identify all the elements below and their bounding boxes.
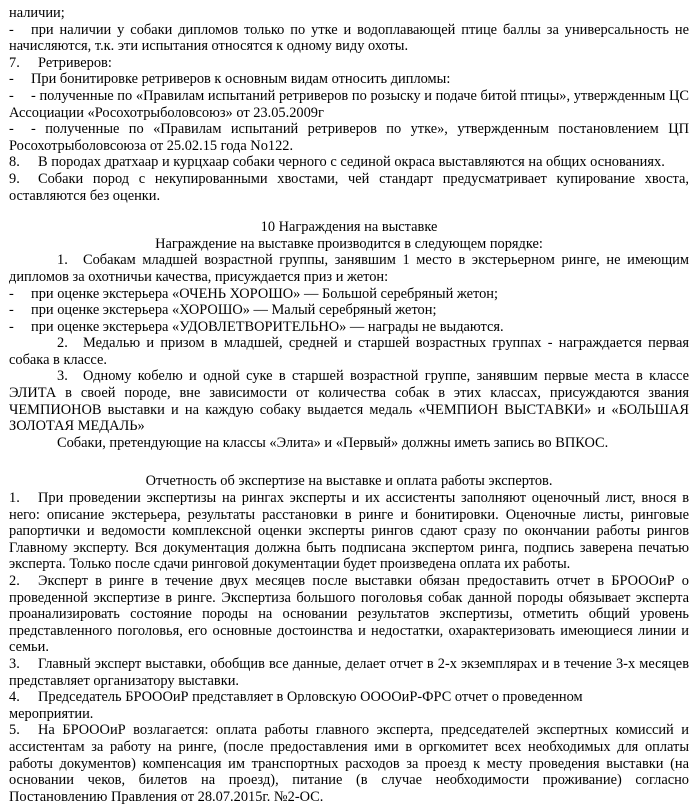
paragraph-continuation xyxy=(9,5,689,22)
list-item-dash xyxy=(9,121,689,154)
numbered-item xyxy=(9,55,689,72)
dash-marker: - xyxy=(9,71,14,88)
numbered-item xyxy=(9,722,689,805)
paragraph-text: Эксперт в ринге в течение двух месяцев после выставки обязан предоставить отчет в БРОООиР о проведенной экспертизе в ринге. Экспертиза большого поголовья собак данной породы обязывает эксперта проанализировать состояние породы на основании результатов экспертизы, отметить общий уровень представленного поголовья, его основные достоинства и недостатки, охарактеризовать имеющиеся линии и семьи. xyxy=(9,573,689,656)
paragraph-text: Медалью и призом в младшей, средней и старшей возрастных группах - награждается первая собака в классе. xyxy=(9,335,689,368)
numbered-item xyxy=(9,573,689,656)
item-number: 7. xyxy=(9,54,20,71)
heading-text: Отчетность об экспертизе на выставке и оплата работы экспертов. xyxy=(145,473,553,490)
dash-marker: - xyxy=(9,302,14,319)
item-number: 3. xyxy=(57,368,68,385)
item-number: 8. xyxy=(9,154,20,171)
item-number: 2. xyxy=(57,335,68,352)
dash-marker: - xyxy=(9,121,14,138)
dash-marker: - xyxy=(9,285,14,302)
section-subheading xyxy=(9,236,689,253)
dash-marker: - xyxy=(9,87,14,104)
paragraph-text: при оценке экстерьера «ХОРОШО» — Малый серебряный жетон; xyxy=(31,302,437,319)
item-number: 2. xyxy=(9,573,20,589)
list-item-dash xyxy=(9,88,689,121)
paragraph-text: Ретриверов: xyxy=(38,54,112,71)
paragraph-text: Председатель БРОООиР представляет в Орловскую ООООиР-ФРС отчет о проведенном мероприятии. xyxy=(9,689,583,722)
numbered-item xyxy=(9,335,689,368)
section-heading xyxy=(9,473,689,490)
paragraph-text: - полученные по «Правилам испытаний ретриверов по розыску и подаче битой птицы», утвержденным ЦС Ассоциации «Росохотрыболовсоюз» от 23.05.2009г xyxy=(9,87,689,121)
item-number: 9. xyxy=(9,170,20,187)
section-heading xyxy=(9,219,689,236)
numbered-item xyxy=(9,490,689,573)
paragraph-text: Главный эксперт выставки, обобщив все данные, делает отчет в 2-х экземплярах и в течение 3-х месяцев представляет организатору выставки. xyxy=(9,655,689,689)
numbered-item xyxy=(9,656,689,689)
item-number: 1. xyxy=(9,490,20,507)
numbered-item xyxy=(9,689,689,722)
dash-marker: - xyxy=(9,21,14,38)
paragraph-text: Собаки пород с некупированными хвостами, чей стандарт предусматривает купирование хвоста, оставляются без оценки. xyxy=(9,170,689,204)
numbered-item xyxy=(9,171,689,204)
paragraph-text: На БРОООиР возлагается: оплата работы главного эксперта, председателей экспертных комиссий и ассистентам за работу на ринге, (после предоставления ими в оргкомитет всех необходимых для оплаты работы документов) компенсация им транспортных расходов за проезд к месту проведения выставки (на основании чеков, билетов на проезд), питание (в случае необходимости проживание) согласно Постановлению Правления от 28.07.2015г. №2-ОС. xyxy=(9,722,689,805)
paragraph-text: При проведении экспертизы на рингах эксперты и их ассистенты заполняют оценочный лист, внося в него: описание экстерьера, результаты расстановки в ринге и бонитировки. Оценочные листы, ринговые рапортички и ведомости комплексной оценки эксперты рингов сдают сразу по окончании работы рингов Главному эксперту. Вся документация должна быть подписана экспертом ринга, подпись заверена печатью эксперта. Только после сдачи ринговой документации будет произведена оплата их работы. xyxy=(9,490,689,573)
item-number: 5. xyxy=(9,722,20,739)
numbered-item xyxy=(9,154,689,171)
paragraph-text: При бонитировке ретриверов к основным видам относить дипломы: xyxy=(31,71,451,88)
paragraph xyxy=(9,435,689,452)
paragraph-text: при оценке экстерьера «УДОВЛЕТВОРИТЕЛЬНО» — награды не выдаются. xyxy=(31,318,504,335)
paragraph-text: при наличии у собаки дипломов только по утке и водоплавающей птице баллы за универсальность не начисляются, т.к. эти испытания относятся к одному виду охоты. xyxy=(9,21,689,55)
paragraph-text: - полученные по «Правилам испытаний ретриверов по утке», утвержденным постановлением ЦП Росохотрыболовсоюза от 25.02.15 года No122. xyxy=(9,121,689,154)
dash-marker: - xyxy=(9,318,14,335)
heading-text: Награждение на выставке производится в следующем порядке: xyxy=(155,235,543,252)
list-item-dash xyxy=(9,71,689,88)
heading-text: 10 Награждения на выставке xyxy=(260,219,438,236)
paragraph-text: Собаки, претендующие на классы «Элита» и «Первый» должны иметь запись во ВПКОС. xyxy=(57,434,609,451)
list-item-dash xyxy=(9,286,689,303)
paragraph-text: В породах дратхаар и курцхаар собаки черного с сединой окраса выставляются на общих основаниях. xyxy=(38,154,665,171)
paragraph-text: Одному кобелю и одной суке в старшей возрастной группе, занявшим первые места в классе ЭЛИТА в своей породе, вне зависимости от количества собак в этих классах, присуждаются звания ЧЕМПИОНОВ выставки и на каждую собаку выдается медаль «ЧЕМПИОН ВЫСТАВКИ» и «БОЛЬШАЯ ЗОЛОТАЯ МЕДАЛЬ» xyxy=(9,368,689,435)
numbered-item xyxy=(9,368,689,434)
paragraph-text: Собакам младшей возрастной группы, занявшим 1 место в экстерьерном ринге, не имеющим дипломов за охотничьи качества, присуждается приз и жетон: xyxy=(9,252,689,285)
item-number: 1. xyxy=(57,252,68,269)
item-number: 4. xyxy=(9,689,20,706)
paragraph-text: наличии; xyxy=(9,5,65,21)
list-item-dash xyxy=(9,302,689,319)
paragraph-text: при оценке экстерьера «ОЧЕНЬ ХОРОШО» — Большой серебряный жетон; xyxy=(31,285,498,302)
numbered-item xyxy=(9,252,689,285)
list-item-dash xyxy=(9,319,689,336)
item-number: 3. xyxy=(9,655,20,672)
list-item-dash xyxy=(9,22,689,55)
